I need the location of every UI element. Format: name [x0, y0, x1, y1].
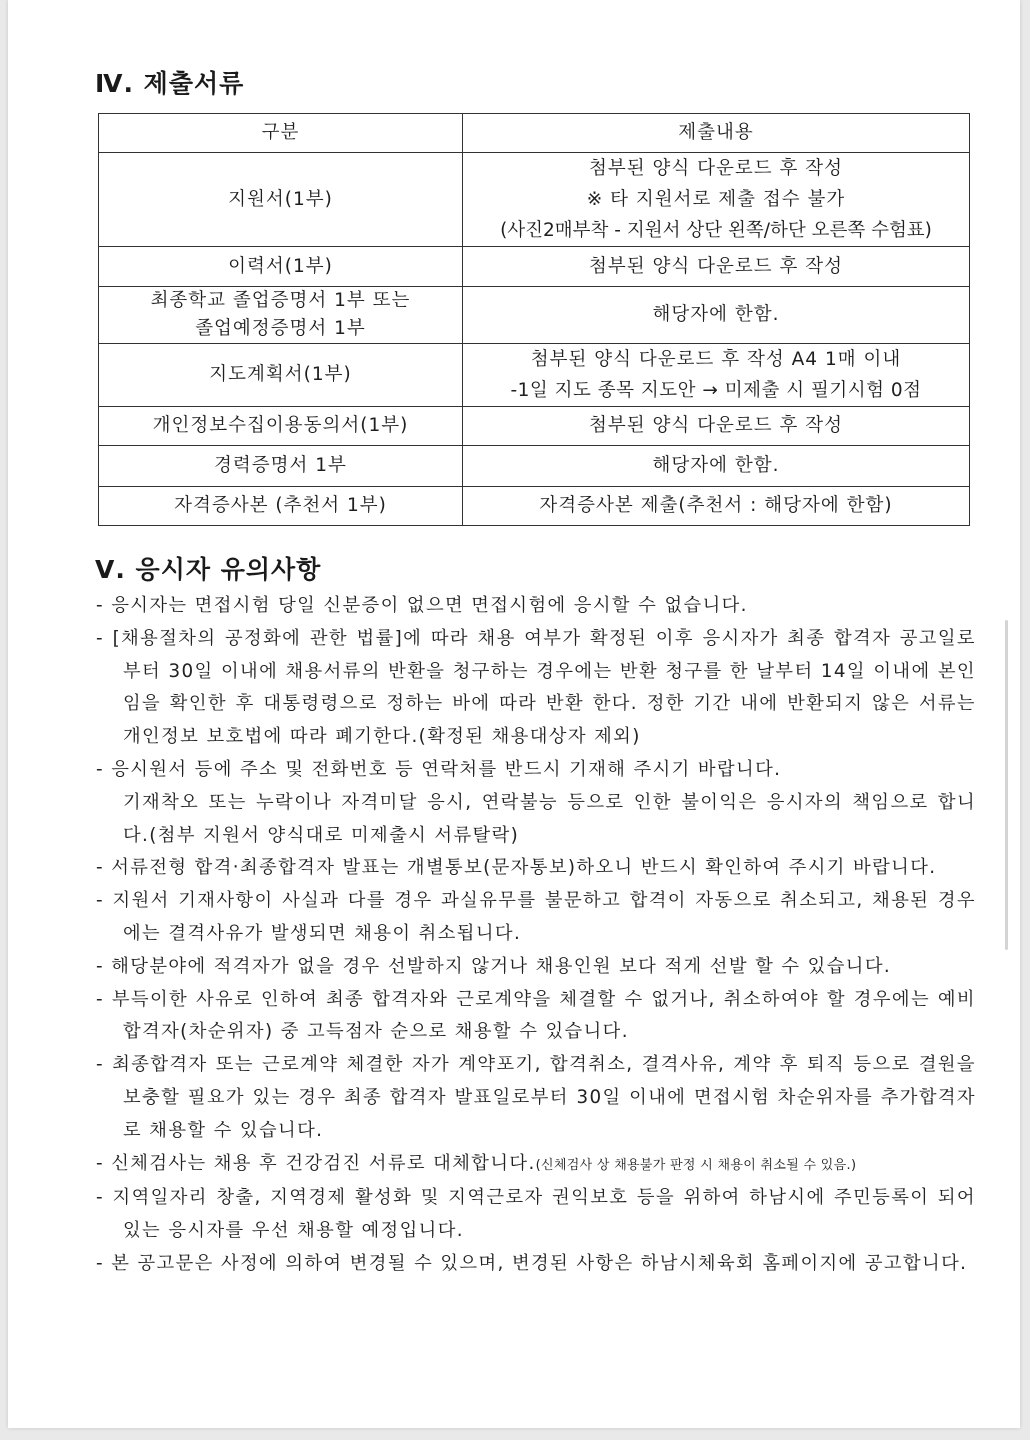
table-header-row	[99, 114, 970, 153]
table-row	[99, 407, 970, 446]
list-item: - 해당분야에 적격자가 없을 경우 선발하지 않거나 채용인원 보다 적게 선발 할 수 있습니다.	[96, 955, 892, 977]
list-item: - [채용절차의 공정화에 관한 법률]에 따라 채용 여부가 확정된 이후 응시자가 최종 합격자 공고일로부터 30일 이내에 채용서류의 반환을 청구하는 경우에는 반환 청구를 한 날부터 14일 이내에 본인임을 확인한 후 대통령령으로 정하는 바에 따라 반환 한다. 정한 기간 내에 반환되지 않은 서류는 개인정보 보호법에 따라 폐기한다.(확정된 채용대상자 제외)	[96, 627, 976, 748]
doc-name	[99, 344, 463, 407]
doc-name-line: 최종학교 졸업증명서 1부 또는	[150, 290, 411, 311]
list-item: 기재착오 또는 누락이나 자격미달 응시, 연락불능 등으로 인한 불이익은 응시자의 책임으로 합니다.(첨부 지원서 양식대로 미제출시 서류탈락)	[123, 791, 976, 846]
doc-content-line: 첨부된 양식 다운로드 후 작성	[589, 158, 843, 179]
doc-name	[99, 287, 463, 344]
doc-content-line: 첨부된 양식 다운로드 후 작성 A4 1매 이내	[530, 349, 902, 370]
note-text: - 신체검사는 채용 후 건강검진 서류로 대체합니다.	[96, 1152, 536, 1174]
applicant-notes-list	[96, 590, 976, 1281]
doc-content	[463, 247, 970, 287]
section-title-submission-documents: Ⅳ. 제출서류	[95, 69, 245, 98]
doc-name-line: 이력서(1부)	[228, 255, 333, 277]
list-item: - 부득이한 사유로 인하여 최종 합격자와 근로계약을 체결할 수 없거나, 취소하여야 할 경우에는 예비합격자(차순위자) 중 고득점자 순으로 채용할 수 있습니다.	[96, 988, 976, 1043]
list-item: - 최종합격자 또는 근로계약 체결한 자가 계약포기, 합격취소, 결격사유, 계약 후 퇴직 등으로 결원을 보충할 필요가 있는 경우 최종 합격자 발표일로부터 30일 이내에 면접시험 차순위자를 추가합격자로 채용할 수 있습니다.	[96, 1054, 976, 1141]
doc-name-line: 경력증명서 1부	[214, 455, 347, 476]
doc-content-line: 첨부된 양식 다운로드 후 작성	[589, 415, 843, 436]
list-item: - 응시원서 등에 주소 및 전화번호 등 연락처를 반드시 기재해 주시기 바랍니다.	[96, 758, 782, 780]
doc-name-line: 지도계획서(1부)	[209, 364, 352, 385]
doc-name	[99, 247, 463, 287]
list-item	[96, 1148, 976, 1183]
doc-name-line: 졸업예정증명서 1부	[195, 318, 366, 339]
doc-content	[463, 287, 970, 344]
doc-name-line: 개인정보수집이용동의서(1부)	[152, 415, 409, 436]
list-item: - 지역일자리 창출, 지역경제 활성화 및 지역근로자 권익보호 등을 위하여 하남시에 주민등록이 되어 있는 응시자를 우선 채용할 예정입니다.	[96, 1187, 976, 1242]
note-small-remark: (신체검사 상 채용불가 판정 시 채용이 취소될 수 있음.)	[535, 1157, 857, 1173]
doc-content-line: -1일 지도 종목 지도안 → 미제출 시 필기시험 0점	[510, 380, 922, 401]
list-item: - 지원서 기재사항이 사실과 다를 경우 과실유무를 불문하고 합격이 자동으로 취소되고, 채용된 경우에는 결격사유가 발생되면 채용이 취소됩니다.	[96, 890, 976, 944]
table-row	[99, 287, 970, 344]
doc-content-line: 첨부된 양식 다운로드 후 작성	[589, 255, 843, 277]
doc-content	[463, 344, 970, 407]
doc-content	[463, 446, 970, 487]
table-row	[99, 446, 970, 487]
doc-content-line: 자격증사본 제출(추천서 : 해당자에 한함)	[539, 495, 893, 516]
header-category: 구분	[99, 114, 463, 153]
doc-name-line: 지원서(1부)	[228, 188, 333, 210]
table-row	[99, 344, 970, 407]
list-item: - 서류전형 합격·최종합격자 발표는 개별통보(문자통보)하오니 반드시 확인하여 주시기 바랍니다.	[96, 857, 937, 879]
table-row	[99, 247, 970, 287]
doc-content-line: 해당자에 한함.	[652, 455, 780, 476]
doc-content	[463, 153, 970, 247]
submission-documents-table	[98, 113, 970, 526]
doc-name	[99, 153, 463, 247]
doc-content	[463, 407, 970, 446]
document-page	[8, 0, 1020, 1428]
doc-content	[463, 487, 970, 526]
doc-name-line: 자격증사본 (추천서 1부)	[174, 495, 387, 516]
table-row	[99, 153, 970, 247]
table-row	[99, 487, 970, 526]
doc-content-line: (사진2매부착 - 지원서 상단 왼쪽/하단 오른쪽 수험표)	[500, 220, 932, 241]
scrollbar[interactable]	[1005, 620, 1008, 950]
doc-name	[99, 446, 463, 487]
doc-name	[99, 487, 463, 526]
section-title-applicant-notes: Ⅴ. 응시자 유의사항	[95, 555, 322, 584]
header-content: 제출내용	[463, 114, 970, 153]
list-item: - 본 공고문은 사정에 의하여 변경될 수 있으며, 변경된 사항은 하남시체육회 홈페이지에 공고합니다.	[96, 1252, 968, 1274]
doc-content-line: ※ 타 지원서로 제출 접수 불가	[586, 189, 846, 210]
list-item: - 응시자는 면접시험 당일 신분증이 없으면 면접시험에 응시할 수 없습니다.	[96, 595, 748, 616]
doc-name	[99, 407, 463, 446]
doc-content-line: 해당자에 한함.	[652, 304, 780, 325]
